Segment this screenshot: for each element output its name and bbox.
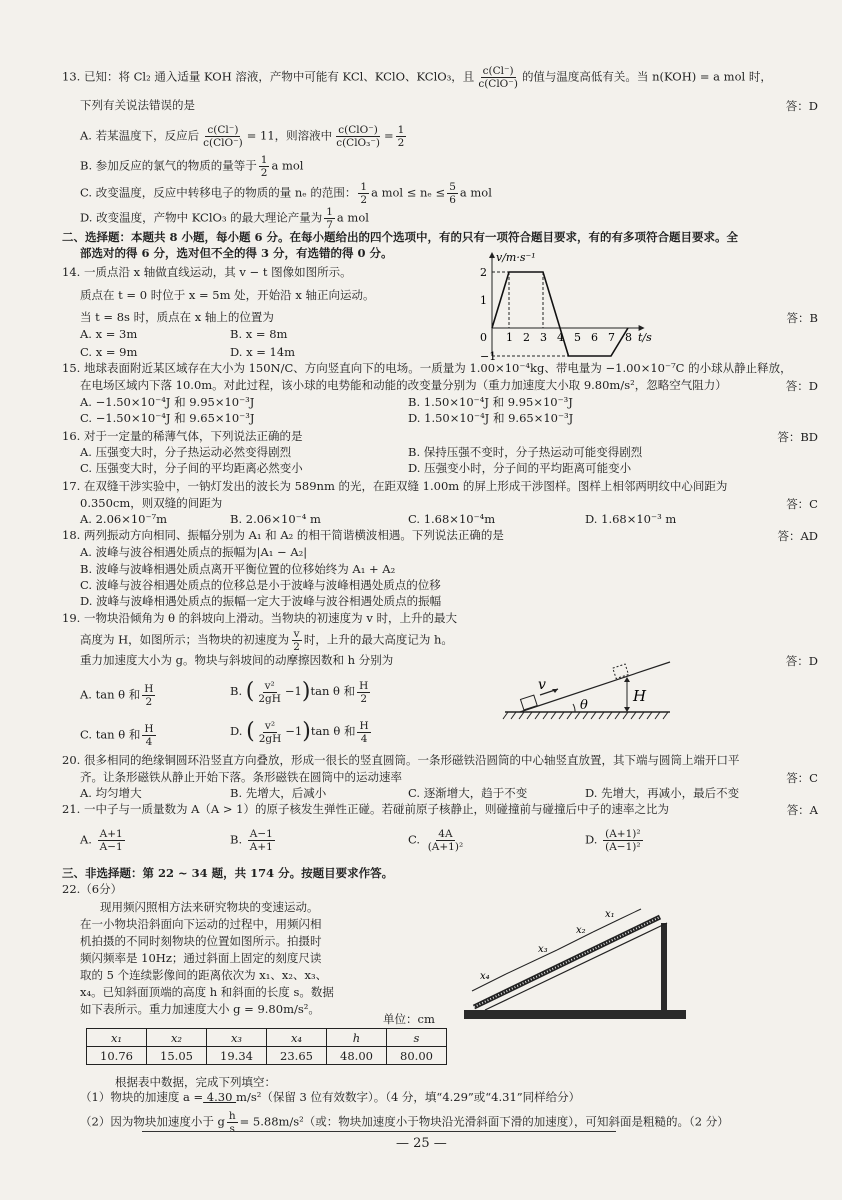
q17-answer: 答：C bbox=[786, 497, 818, 511]
y-axis-arrow-icon bbox=[489, 252, 495, 258]
q13-answer: 答：D bbox=[785, 99, 818, 113]
q22-part-1: （1）物块的加速度 a = 4.30 m/s²（保留 3 位有效数字）。（4 分，填“4.29”或“4.31”同样给分） bbox=[80, 1090, 581, 1104]
q16-option-c: C. 压强变大时，分子间的平均距离必然变小 bbox=[80, 461, 303, 475]
q20-option-c: C. 逐渐增大，趋于不变 bbox=[408, 786, 528, 800]
q19-stem-3: 重力加速度大小为 g。物块与斜坡间的动摩擦因数和 h 分别为 bbox=[80, 653, 394, 667]
x-tick-label: 4 bbox=[557, 331, 564, 344]
q16-stem: 16. 对于一定量的稀薄气体，下列说法正确的是 bbox=[62, 429, 303, 443]
q21-stem: 21. 一中子与一质量数为 A（A > 1）的原子核发生弹性正碰。若碰前原子核静止，则碰撞前与碰撞后中子的速率之比为 bbox=[62, 802, 669, 816]
y-tick-label: 2 bbox=[480, 266, 487, 279]
q17-stem-2: 0.350cm，则双缝的间距为 bbox=[80, 496, 223, 510]
q22-text-4: 频闪频率是 10Hz；通过斜面上固定的刻度尺读 bbox=[80, 951, 322, 965]
q21-option-b: B. $\frac{A-1}{A+1}$ bbox=[230, 828, 273, 853]
q19-answer: 答：D bbox=[785, 654, 818, 668]
x-tick-label: 3 bbox=[540, 331, 547, 344]
q15-option-c: C. −1.50×10⁻⁴J 和 9.65×10⁻³J bbox=[80, 411, 255, 425]
y-axis-label: v/m·s⁻¹ bbox=[496, 251, 536, 264]
q22-part-2: （2）因为物块加速度小于 g $\frac{h}{s}$ = 5.88m/s²（或：物块加速度小于物块沿光滑斜面下滑的加速度），可知斜面是粗糙的。（2 分） bbox=[80, 1110, 729, 1135]
q20-answer: 答：C bbox=[786, 771, 818, 785]
fraction: c(Cl⁻) c(ClO⁻) bbox=[478, 65, 518, 90]
q15-stem-2: 在电场区域内下落 10.0m。对此过程，该小球的电势能和动能的改变量分别为（重力加速度大小取 9.80m/s²，忽略空气阻力） bbox=[80, 378, 727, 392]
x-tick-label: 1 bbox=[506, 331, 513, 344]
q21-option-c: C. $\frac{4A}{\text{(A+1)²}}$ bbox=[408, 828, 464, 853]
q14-answer: 答：B bbox=[786, 311, 818, 325]
footer-divider bbox=[142, 1131, 616, 1132]
q15-option-a: A. −1.50×10⁻⁴J 和 9.95×10⁻³J bbox=[80, 395, 255, 409]
q19-stem: 19. 一物块沿倾角为 θ 的斜坡向上滑动。当物块的初速度为 v 时，上升的最大 bbox=[62, 611, 457, 625]
q20-option-a: A. 均匀增大 bbox=[80, 786, 142, 800]
table-header-row: x₁ x₂ x₃ x₄ h s bbox=[87, 1029, 447, 1047]
x4-label: x₄ bbox=[480, 971, 490, 982]
q18-option-b: B. 波峰与波峰相遇处质点离开平衡位置的位移始终为 A₁ + A₂ bbox=[80, 562, 396, 576]
q19-option-a: A. tan θ 和 $\frac{H}{2}$ bbox=[80, 683, 154, 708]
x-tick-label: 2 bbox=[523, 331, 530, 344]
q13-option-b: B. 参加反应的氯气的物质的量等于 $\frac{1}{2}$ a mol bbox=[80, 154, 304, 179]
q15-stem: 15. 地球表面附近某区域存在大小为 150N/C、方向竖直向下的电场。一质量为 1.00×10⁻⁴kg、带电量为 −1.00×10⁻⁷C 的小球从静止释放， bbox=[62, 361, 792, 375]
unit-label: 单位：cm bbox=[383, 1012, 435, 1026]
velocity-label: v bbox=[538, 677, 546, 693]
x3-label: x₃ bbox=[538, 944, 548, 955]
q18-option-a: A. 波峰与波谷相遇处质点的振幅为|A₁ − A₂| bbox=[80, 545, 308, 559]
answer-value: 4.30 bbox=[203, 1090, 237, 1104]
q13-option-a: A. 若某温度下，反应后 c(Cl⁻) c(ClO⁻) = 11，则溶液中 c(ClO⁻) c(ClO₃⁻) = $\frac{1}{2}$ bbox=[80, 124, 405, 149]
q15-option-b: B. 1.50×10⁻⁴J 和 9.95×10⁻³J bbox=[408, 395, 573, 409]
q21-option-d: D. $\frac{\text{(A+1)²}}{\text{(A−1)²}}$ bbox=[585, 828, 641, 853]
q14-option-b: B. x = 8m bbox=[230, 327, 288, 341]
q20-option-d: D. 先增大，再减小，最后不变 bbox=[585, 786, 740, 800]
q14-option-d: D. x = 14m bbox=[230, 345, 296, 359]
angle-label: θ bbox=[580, 698, 588, 713]
x-axis-label: t/s bbox=[638, 331, 652, 344]
q14-option-a: A. x = 3m bbox=[80, 327, 138, 341]
x-tick-label: 5 bbox=[574, 331, 581, 344]
q15-answer: 答：D bbox=[785, 379, 818, 393]
q13-stem-2: 下列有关说法错误的是 bbox=[80, 98, 195, 112]
q16-answer: 答：BD bbox=[777, 430, 818, 444]
q21-answer: 答：A bbox=[786, 803, 818, 817]
q18-answer: 答：AD bbox=[777, 529, 818, 543]
q16-option-d: D. 压强变小时，分子间的平均距离可能变小 bbox=[408, 461, 632, 475]
height-label: H bbox=[633, 687, 647, 705]
data-table bbox=[86, 1028, 447, 1065]
q22-text-3: 机拍摄的不同时刻物块的位置如图所示。拍摄时 bbox=[80, 934, 322, 948]
q18-option-c: C. 波峰与波谷相遇处质点的位移总是小于波峰与波峰相遇处质点的位移 bbox=[80, 578, 441, 592]
table-row: 10.76 15.05 19.34 23.65 48.00 80.00 bbox=[87, 1047, 447, 1065]
q19-option-b: B. ( $\frac{\text{v²}}{2gH}$ −1)tan θ 和 $\frac{H}{2}$ bbox=[230, 679, 369, 705]
q22-number: 22.（6分） bbox=[62, 882, 123, 896]
q22-text-2: 在一小物块沿斜面向下运动的过程中，用频闪相 bbox=[80, 917, 322, 931]
q18-option-d: D. 波峰与波峰相遇处质点的振幅一定大于波峰与波谷相遇处质点的振幅 bbox=[80, 594, 442, 608]
q22-text-5: 取的 5 个连续影像间的距离依次为 x₁、x₂、x₃、 bbox=[80, 968, 328, 982]
q17-option-b: B. 2.06×10⁻⁴ m bbox=[230, 512, 321, 526]
q14-option-c: C. x = 9m bbox=[80, 345, 138, 359]
section-2-heading: 二、选择题：本题共 8 小题，每小题 6 分。在每小题给出的四个选项中，有的只有一项符合题目要求，有的有多项符合题目要求。全 bbox=[62, 230, 739, 244]
q13-option-d: D. 改变温度，产物中 KClO₃ 的最大理论产量为 $\frac{1}{7}$ a mol bbox=[80, 206, 369, 231]
q17-option-d: D. 1.68×10⁻³ m bbox=[585, 512, 677, 526]
q14-stem-2: 质点在 t = 0 时位于 x = 5m 处，开始沿 x 轴正向运动。 bbox=[80, 288, 375, 302]
y-tick-label: 0 bbox=[480, 331, 487, 344]
q20-stem-2: 齐。让条形磁铁从静止开始下落。条形磁铁在圆筒中的运动速率 bbox=[80, 770, 402, 784]
q13-stem: 13. 已知：将 Cl₂ 通入适量 KOH 溶液，产物中可能有 KCl、KClO、KClO₃，且 c(Cl⁻) c(ClO⁻) 的值与温度高低有关。当 n(KOH) = a mol 时， bbox=[62, 65, 772, 90]
q19-option-c: C. tan θ 和 $\frac{H}{4}$ bbox=[80, 723, 154, 748]
q22-text-6: x₄。已知斜面顶端的高度 h 和斜面的长度 s。数据 bbox=[80, 985, 334, 999]
page-number: — 25 — bbox=[396, 1136, 447, 1151]
q22-intro: 根据表中数据，完成下列填空： bbox=[115, 1075, 276, 1089]
x-tick-label: 8 bbox=[625, 331, 632, 344]
q22-text-7: 如下表所示。重力加速度大小 g = 9.80m/s²。 bbox=[80, 1002, 320, 1016]
q22-text-1: 现用频闪照相方法来研究物块的变速运动。 bbox=[100, 900, 319, 914]
q13-option-c: C. 改变温度，反应中转移电子的物质的量 nₑ 的范围： $\frac{1}{2}$ a mol ≤ nₑ ≤ $\frac{5}{6}$ a mol bbox=[80, 181, 492, 206]
incline-ruler-figure bbox=[460, 895, 690, 1020]
q17-stem: 17. 在双缝干涉实验中，一钠灯发出的波长为 589nm 的光，在距双缝 1.00m 的屏上形成干涉图样。图样上相邻两明纹中心间距为 bbox=[62, 479, 728, 493]
q15-option-d: D. 1.50×10⁻⁴J 和 9.65×10⁻³J bbox=[408, 411, 574, 425]
q14-stem: 14. 一质点沿 x 轴做直线运动，其 v − t 图像如图所示。 bbox=[62, 265, 352, 279]
q20-stem: 20. 很多相同的绝缘铜圆环沿竖直方向叠放，形成一很长的竖直圆筒。一条形磁铁沿圆筒的中心轴竖直放置，其下端与圆筒上端开口平 bbox=[62, 753, 740, 767]
x2-label: x₂ bbox=[576, 925, 586, 936]
q17-option-a: A. 2.06×10⁻⁷m bbox=[80, 512, 168, 526]
section-3-heading: 三、非选择题：第 22 ~ 34 题，共 174 分。按题目要求作答。 bbox=[62, 866, 394, 880]
q19-stem-2: 高度为 H，如图所示；当物块的初速度为 $\frac{v}{2}$ 时，上升的最大高度记为 h。 bbox=[80, 628, 453, 653]
q17-option-c: C. 1.68×10⁻⁴m bbox=[408, 512, 496, 526]
q19-option-d: D. ( $\frac{\text{v²}}{2gH}$ −1)tan θ 和 $\frac{H}{4}$ bbox=[230, 719, 369, 745]
x1-label: x₁ bbox=[605, 909, 615, 920]
q16-option-b: B. 保持压强不变时，分子热运动可能变得剧烈 bbox=[408, 445, 643, 459]
vt-graph bbox=[470, 250, 670, 360]
section-2-heading-2: 部选对的得 6 分，选对但不全的得 3 分，有选错的得 0 分。 bbox=[80, 246, 393, 260]
x-tick-label: 7 bbox=[608, 331, 615, 344]
x-tick-label: 6 bbox=[591, 331, 598, 344]
q16-option-a: A. 压强变大时，分子热运动必然变得剧烈 bbox=[80, 445, 292, 459]
q14-stem-3: 当 t = 8s 时，质点在 x 轴上的位置为 bbox=[80, 310, 274, 324]
q20-option-b: B. 先增大，后减小 bbox=[230, 786, 327, 800]
y-tick-label: −1 bbox=[480, 350, 497, 360]
incline-figure bbox=[500, 655, 680, 725]
y-tick-label: 1 bbox=[480, 294, 487, 307]
q21-option-a: A. $\frac{A+1}{A-1}$ bbox=[80, 828, 123, 853]
q18-stem: 18. 两列振动方向相同、振幅分别为 A₁ 和 A₂ 的相干简谐横波相遇。下列说法正确的是 bbox=[62, 528, 504, 542]
